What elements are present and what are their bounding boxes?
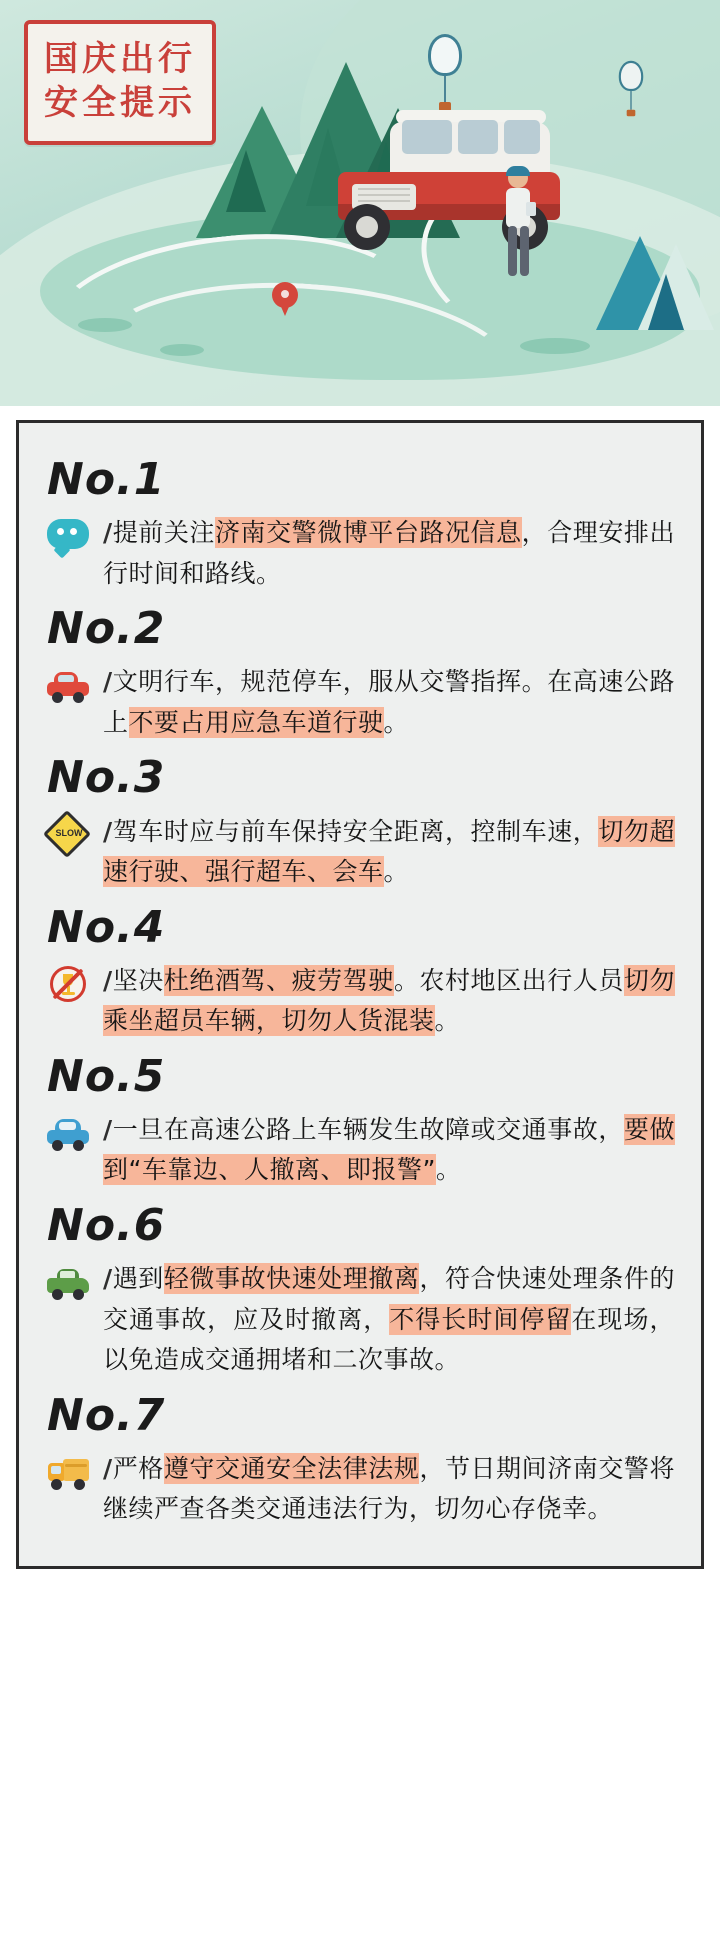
tip-text-highlight: 切勿超速行驶、强行超车、会车 — [103, 816, 675, 887]
tip-text-plain: ，符合快速处理条件的交通事故，应及时撤离， — [103, 1264, 675, 1334]
grass-icon — [160, 344, 204, 356]
tip-icon-cell — [45, 961, 103, 1007]
tip-text-highlight: 不要占用应急车道行驶 — [128, 707, 384, 737]
tip-item — [45, 1389, 675, 1530]
tip-item — [45, 901, 675, 1042]
tip-text-highlight: 不得长时间停留 — [389, 1304, 572, 1334]
tip-paragraph — [103, 662, 675, 743]
tip-item — [45, 454, 675, 594]
grass-icon — [78, 318, 132, 332]
poster-title-line-2: 安全提示 — [44, 82, 196, 123]
tip-item — [45, 1199, 675, 1381]
person-icon — [498, 168, 538, 288]
green-car-icon — [45, 1261, 93, 1305]
tip-row — [45, 961, 675, 1042]
hero-illustration — [0, 0, 720, 406]
tip-text-highlight: 遵守交通安全法律法规 — [163, 1453, 420, 1483]
tip-text-plain: 一旦在高速公路上车辆发生故障或交通事故， — [112, 1114, 624, 1144]
tip-icon-cell — [45, 1449, 103, 1495]
yellow-truck-icon — [45, 1451, 93, 1495]
tip-paragraph — [103, 1110, 675, 1191]
tip-separator: / — [103, 1114, 113, 1144]
tip-row — [45, 662, 675, 743]
tip-text-plain: 。 — [383, 707, 410, 737]
red-car-icon — [45, 664, 93, 708]
tip-text-cell — [103, 961, 675, 1042]
chat-bubble-icon — [45, 515, 93, 559]
balloon-icon — [428, 34, 462, 111]
tip-number: No.7 — [47, 1389, 166, 1441]
tip-text-plain: 驾车时应与前车保持安全距离，控制车速， — [112, 816, 599, 846]
tip-icon-cell — [45, 1259, 103, 1305]
tip-separator: / — [103, 667, 113, 697]
tip-paragraph — [103, 961, 675, 1042]
tip-icon-cell — [45, 513, 103, 559]
tip-text-plain: 遇到 — [112, 1264, 164, 1294]
tip-paragraph — [103, 1449, 675, 1530]
tip-text-plain: 提前关注 — [112, 518, 215, 548]
tip-paragraph — [103, 513, 675, 594]
tip-text-plain: 。 — [435, 1155, 462, 1185]
map-pin-icon — [272, 282, 298, 316]
tip-separator: / — [103, 816, 113, 846]
tip-text-highlight: 济南交警微博平台路况信息 — [214, 518, 522, 548]
tip-text-plain: ，合理安排出行时间和路线。 — [103, 518, 675, 588]
tip-text-plain: 。 — [383, 857, 410, 887]
tip-row — [45, 513, 675, 594]
tip-number: No.2 — [47, 603, 166, 655]
slow-sign-icon: SLOW — [45, 814, 93, 858]
suv-car-icon — [330, 110, 600, 260]
tip-separator: / — [103, 965, 113, 995]
tip-text-plain: 在现场，以免造成交通拥堵和二次事故。 — [103, 1304, 675, 1375]
tip-text-cell — [103, 1110, 675, 1191]
grass-icon — [520, 338, 590, 354]
tip-item — [45, 752, 675, 892]
tip-row — [45, 812, 675, 893]
tip-icon-cell — [45, 662, 103, 708]
tip-text-cell — [103, 1449, 675, 1530]
tip-separator: / — [103, 1453, 113, 1483]
tip-row — [45, 1259, 675, 1381]
poster-title-badge — [24, 20, 216, 145]
tip-text-cell — [103, 812, 675, 893]
tip-paragraph — [103, 1259, 675, 1381]
tip-row — [45, 1449, 675, 1530]
tip-number: No.1 — [47, 454, 166, 505]
tip-text-highlight: 轻微事故快速处理撤离 — [163, 1264, 420, 1294]
tip-text-highlight: 切勿乘坐超员车辆，切勿人货混装 — [103, 965, 675, 1036]
tip-item — [45, 1050, 675, 1191]
tip-text-cell — [103, 662, 675, 743]
tip-number: No.4 — [47, 901, 166, 953]
tree-icon — [226, 150, 266, 212]
tent-icon — [596, 236, 716, 332]
tip-text-highlight: 要做到“车靠边、人撤离、即报警” — [103, 1114, 675, 1185]
tip-text-plain: 。 — [434, 1006, 461, 1036]
tip-item — [45, 603, 675, 743]
tip-number: No.3 — [47, 752, 166, 804]
tips-card — [16, 420, 704, 1569]
tip-text-cell — [103, 513, 675, 594]
blue-car-icon — [45, 1112, 93, 1156]
tip-text-plain: 坚决 — [112, 965, 164, 995]
tip-text-plain: 文明行车，规范停车，服从交警指挥。在高速公路上 — [103, 667, 675, 737]
tip-icon-cell — [45, 812, 103, 858]
tip-text-cell — [103, 1259, 675, 1381]
tip-separator: / — [103, 518, 113, 548]
tip-paragraph — [103, 812, 675, 893]
poster-title-line-1: 国庆出行 — [44, 39, 196, 79]
tip-row — [45, 1110, 675, 1191]
no-drink-driving-icon — [45, 963, 93, 1007]
tip-icon-cell — [45, 1110, 103, 1156]
tip-text-plain: 严格 — [112, 1453, 164, 1483]
balloon-icon — [619, 61, 643, 116]
tip-separator: / — [103, 1264, 113, 1294]
tip-text-highlight: 杜绝酒驾、疲劳驾驶 — [163, 965, 394, 995]
tip-number: No.6 — [47, 1199, 166, 1251]
tip-text-plain: 。农村地区出行人员 — [393, 965, 624, 995]
tip-text-plain: ，节日期间济南交警将继续严查各类交通违法行为，切勿心存侥幸。 — [103, 1453, 675, 1524]
tip-number: No.5 — [47, 1050, 166, 1102]
